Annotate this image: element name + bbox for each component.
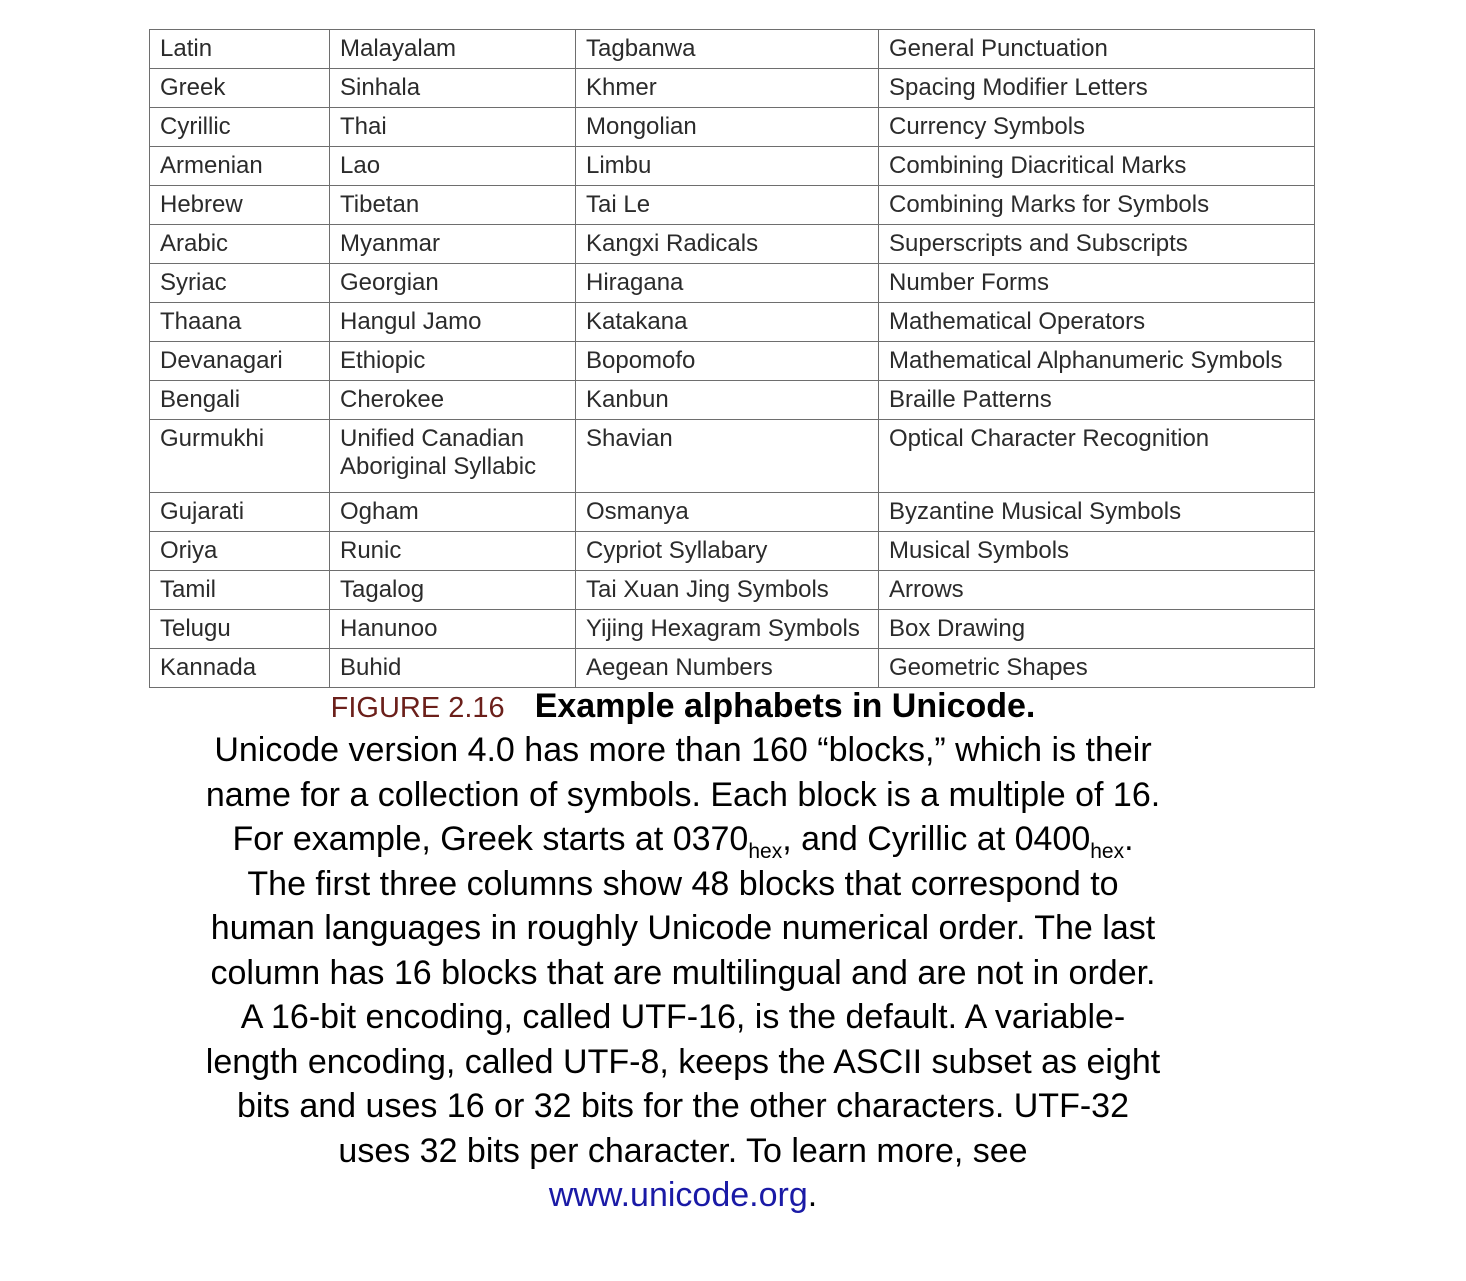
table-cell: Khmer <box>576 69 879 108</box>
table-cell: Combining Diacritical Marks <box>879 147 1315 186</box>
table-row <box>150 649 1315 688</box>
table-cell: Hangul Jamo <box>330 303 576 342</box>
hex-subscript-greek: hex <box>748 840 783 863</box>
table-row <box>150 342 1315 381</box>
table-cell: Tagbanwa <box>576 30 879 69</box>
table-row <box>150 571 1315 610</box>
table-cell: Gujarati <box>150 493 330 532</box>
table-cell: Sinhala <box>330 69 576 108</box>
table-cell: Cyrillic <box>150 108 330 147</box>
table-cell: Bengali <box>150 381 330 420</box>
table-cell: Thaana <box>150 303 330 342</box>
table-cell: Combining Marks for Symbols <box>879 186 1315 225</box>
table-cell: Unified Canadian Aboriginal Syllabic <box>330 420 576 493</box>
table-cell: Hebrew <box>150 186 330 225</box>
table-body <box>150 30 1315 688</box>
table-cell: Lao <box>330 147 576 186</box>
table-cell: Arrows <box>879 571 1315 610</box>
table-cell: Armenian <box>150 147 330 186</box>
table-cell: Gurmukhi <box>150 420 330 493</box>
figure-title: Example alphabets in Unicode. <box>534 687 1036 725</box>
table-cell: Number Forms <box>879 264 1315 303</box>
table-cell: Kangxi Radicals <box>576 225 879 264</box>
hex-subscript-cyrillic: hex <box>1090 840 1125 863</box>
table-cell: Hanunoo <box>330 610 576 649</box>
table-cell: Telugu <box>150 610 330 649</box>
table-cell: Kannada <box>150 649 330 688</box>
table-cell: Cypriot Syllabary <box>576 532 879 571</box>
unicode-blocks-table <box>149 29 1315 688</box>
table-cell: Ogham <box>330 493 576 532</box>
table-cell: Thai <box>330 108 576 147</box>
table-cell: Katakana <box>576 303 879 342</box>
caption-heading <box>200 686 1166 728</box>
table-cell: Devanagari <box>150 342 330 381</box>
table-cell: Arabic <box>150 225 330 264</box>
table-cell: Tagalog <box>330 571 576 610</box>
table-cell: Currency Symbols <box>879 108 1315 147</box>
table-cell: Tai Le <box>576 186 879 225</box>
table-row <box>150 264 1315 303</box>
table-cell: Byzantine Musical Symbols <box>879 493 1315 532</box>
table-cell: Buhid <box>330 649 576 688</box>
table-cell: Myanmar <box>330 225 576 264</box>
table-cell: Syriac <box>150 264 330 303</box>
table-cell: Kanbun <box>576 381 879 420</box>
table-cell: Shavian <box>576 420 879 493</box>
table-cell: Tamil <box>150 571 330 610</box>
table-cell: Box Drawing <box>879 610 1315 649</box>
table-row <box>150 610 1315 649</box>
caption-text-3: . The first three columns show 48 blocks that correspond to human languages in roughly Unicode numerical order. The last column has 16 blocks that are multilingual and are not in order. A 16-bit encoding, called UTF-16, is the default. A variable-length encoding, called UTF-8, keeps the ASCII subset as eight bits and uses 16 or 32 bits for the other characters. UTF-32 uses 32 bits per character. To learn more, see <box>205 820 1161 1170</box>
table-cell: Greek <box>150 69 330 108</box>
table-row <box>150 225 1315 264</box>
table-row <box>150 147 1315 186</box>
table-cell: Tai Xuan Jing Symbols <box>576 571 879 610</box>
table-cell: Osmanya <box>576 493 879 532</box>
figure-label: FIGURE 2.16 <box>330 692 505 724</box>
table-row <box>150 30 1315 69</box>
unicode-website-link[interactable]: www.unicode.org <box>548 1176 808 1214</box>
table-cell: Georgian <box>330 264 576 303</box>
table-row <box>150 420 1315 493</box>
table-row <box>150 108 1315 147</box>
table-cell: Aegean Numbers <box>576 649 879 688</box>
table-cell: Bopomofo <box>576 342 879 381</box>
caption-text-1: Unicode version 4.0 has more than 160 “blocks,” which is their name for a collection of symbols. Each block is a multiple of 16. For example, Greek starts at 0370 <box>205 731 1161 858</box>
table-cell: Geometric Shapes <box>879 649 1315 688</box>
table-cell: Latin <box>150 30 330 69</box>
figure-caption <box>200 686 1166 1218</box>
table-row <box>150 303 1315 342</box>
table-cell: Mongolian <box>576 108 879 147</box>
table-cell: General Punctuation <box>879 30 1315 69</box>
table-row <box>150 532 1315 571</box>
table-cell: Mathematical Operators <box>879 303 1315 342</box>
caption-text-2: , and Cyrillic at 0400 <box>782 820 1091 858</box>
table-cell: Limbu <box>576 147 879 186</box>
caption-end: . <box>807 1176 818 1214</box>
table-row <box>150 493 1315 532</box>
table-row <box>150 186 1315 225</box>
table-cell: Runic <box>330 532 576 571</box>
table-cell: Cherokee <box>330 381 576 420</box>
table-cell: Ethiopic <box>330 342 576 381</box>
table-cell: Malayalam <box>330 30 576 69</box>
table-cell: Optical Character Recognition <box>879 420 1315 493</box>
table-cell: Musical Symbols <box>879 532 1315 571</box>
table-cell: Mathematical Alphanumeric Symbols <box>879 342 1315 381</box>
table-cell: Tibetan <box>330 186 576 225</box>
table-cell: Oriya <box>150 532 330 571</box>
table-cell: Braille Patterns <box>879 381 1315 420</box>
table-cell: Yijing Hexagram Symbols <box>576 610 879 649</box>
table-cell: Superscripts and Subscripts <box>879 225 1315 264</box>
table-row <box>150 69 1315 108</box>
table-cell: Hiragana <box>576 264 879 303</box>
table-cell: Spacing Modifier Letters <box>879 69 1315 108</box>
table-row <box>150 381 1315 420</box>
caption-body <box>200 728 1166 1218</box>
unicode-blocks-table-container <box>149 29 1314 688</box>
